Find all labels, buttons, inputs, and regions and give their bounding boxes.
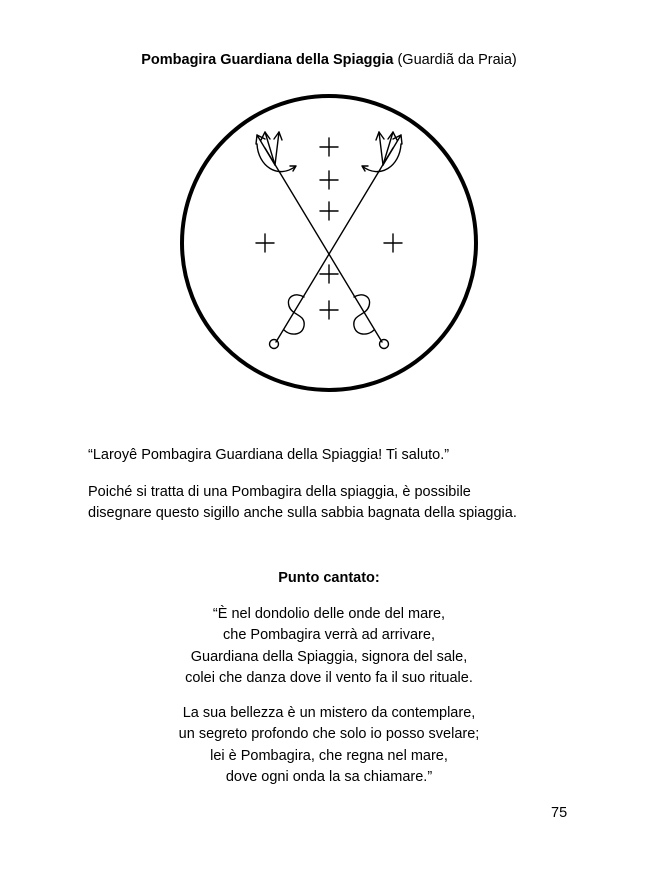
verse-line: un segreto profondo che solo io posso svelare; — [178, 726, 480, 743]
verse-line: Guardiana della Spiaggia, signora del sale, — [190, 648, 468, 665]
title-bold: Pombagira Guardiana della Spiaggia — [141, 52, 394, 68]
verse-line: “È nel dondolio delle onde del mare, — [212, 606, 446, 622]
description-paragraph — [88, 482, 588, 524]
section-heading: Punto cantato: — [278, 570, 380, 586]
greeting-text: “Laroyê Pombagira Guardiana della Spiaggia! Ti saluto.” — [88, 447, 450, 463]
paragraph-line: Poiché si tratta di una Pombagira della spiaggia, è possibile — [88, 484, 471, 500]
verse-line: La sua bellezza è un mistero da contemplare, — [182, 705, 476, 721]
page-title — [0, 52, 658, 68]
verse-line: lei è Pombagira, che regna nel mare, — [210, 747, 448, 764]
page-number: 75 — [551, 805, 568, 821]
seal-image — [178, 92, 480, 394]
verse-stanza-2 — [0, 703, 658, 788]
title-subtitle: (Guardiã da Praia) — [393, 52, 517, 68]
trident-left-end — [270, 340, 279, 349]
verse-line: dove ogni onda la sa chiamare.” — [225, 768, 433, 785]
verse-line: colei che danza dove il vento fa il suo rituale. — [185, 669, 473, 686]
seal-crosses — [256, 138, 402, 319]
trident-right-end — [380, 340, 389, 349]
paragraph-line: disegnare questo sigillo anche sulla sabbia bagnata della spiaggia. — [88, 505, 517, 521]
verse-line: che Pombagira verrà ad arrivare, — [223, 627, 435, 644]
verse-stanza-1 — [0, 604, 658, 689]
